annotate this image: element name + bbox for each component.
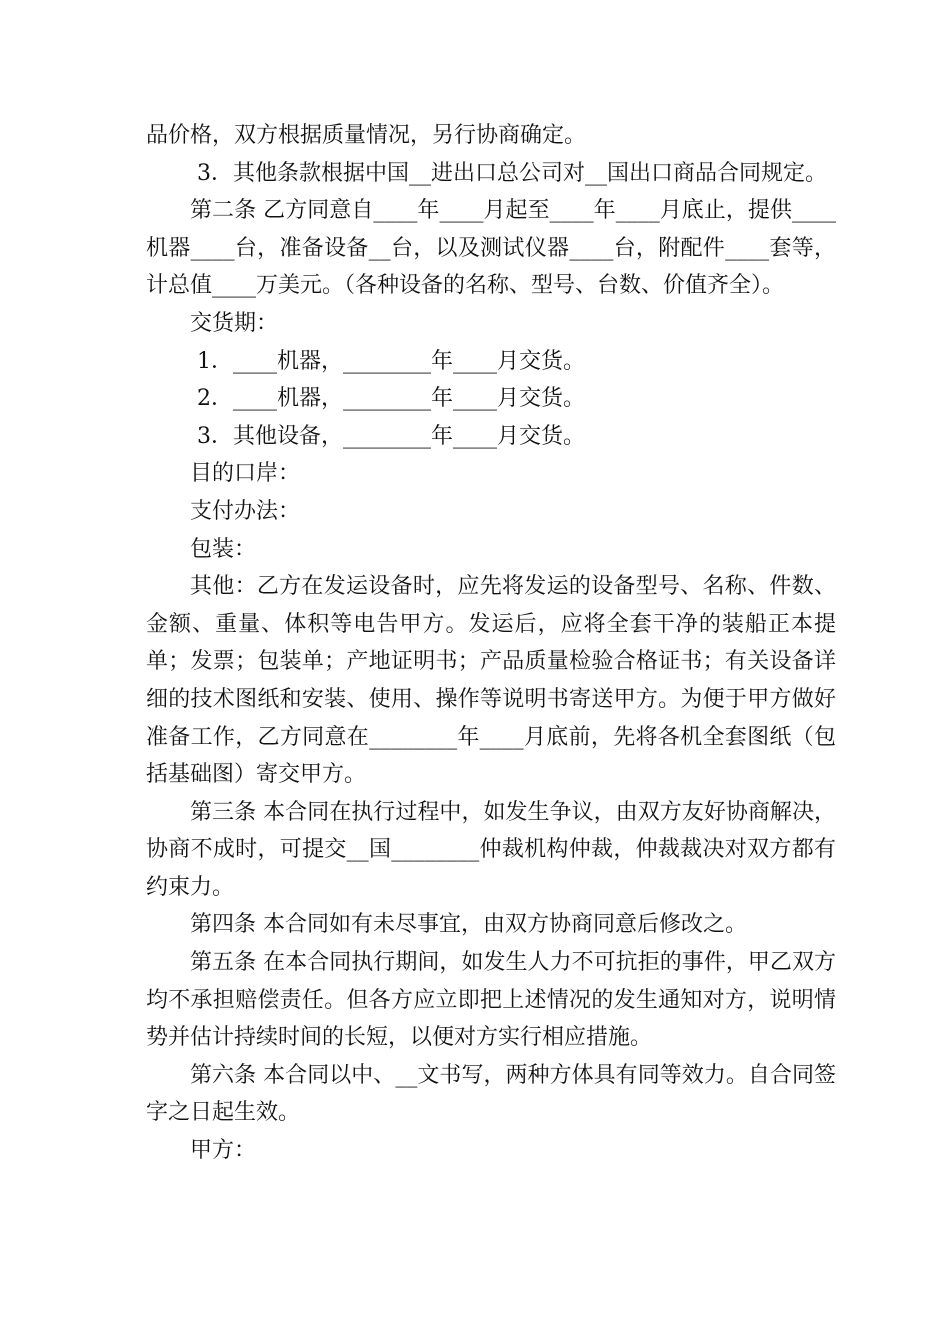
paragraph-article-6: 第六条 本合同以中、__文书写，两种方体具有同等效力。自合同签字之日起生效。 (146, 1062, 836, 1126)
paragraph-destination-port: 目的口岸： (190, 461, 301, 487)
paragraph-delivery-item-2: 2．____机器，________年____月交货。 (190, 386, 585, 412)
paragraph-delivery-period: 交货期： (190, 310, 279, 336)
paragraph-article-3: 第三条 本合同在执行过程中，如发生争议，由双方友好协商解决，协商不成时，可提交__国________仲裁机构仲裁，仲裁裁决对双方都有约束力。 (146, 799, 836, 900)
paragraph-party-a: 甲方： (190, 1138, 257, 1164)
paragraph-other-terms: 3．其他条款根据中国__进出口总公司对__国出口商品合同规定。 (190, 160, 827, 186)
paragraph-packaging: 包装： (190, 536, 257, 562)
paragraph-article-5: 第五条 在本合同执行期间，如发生人力不可抗拒的事件，甲乙双方均不承担赔偿责任。但各方应立即把上述情况的发生通知对方，说明情势并估计持续时间的长短，以便对方实行相应措施。 (146, 950, 836, 1051)
paragraph-delivery-item-1: 1．____机器，________年____月交货。 (190, 348, 585, 374)
paragraph-delivery-item-3: 3．其他设备，________年____月交货。 (190, 423, 585, 449)
paragraph-article-4: 第四条 本合同如有未尽事宜，由双方协商同意后修改之。 (190, 912, 747, 938)
paragraph-price-continuation: 品价格，双方根据质量情况，另行协商确定。 (146, 123, 587, 148)
paragraph-other-shipping: 其他：乙方在发运设备时，应先将发运的设备型号、名称、件数、金额、重量、体积等电告甲方。发运后，应将全套干净的装船正本提单；发票；包装单；产地证明书；产品质量检验合格证书；有关设备详细的技术图纸和安装、使用、操作等说明书寄送甲方。为便于甲方做好准备工作，乙方同意在________年____月底前，先将各机全套图纸（包括基础图）寄交甲方。 (146, 574, 836, 788)
paragraph-article-2: 第二条 乙方同意自____年____月起至____年____月底止，提供____机器____台，准备设备__台，以及测试仪器____台，附配件____套等，计总值____万美元。（各种设备的名称、型号、台数、价值齐全）。 (146, 198, 836, 299)
paragraph-payment-method: 支付办法： (190, 498, 301, 524)
document-page (146, 117, 836, 1170)
